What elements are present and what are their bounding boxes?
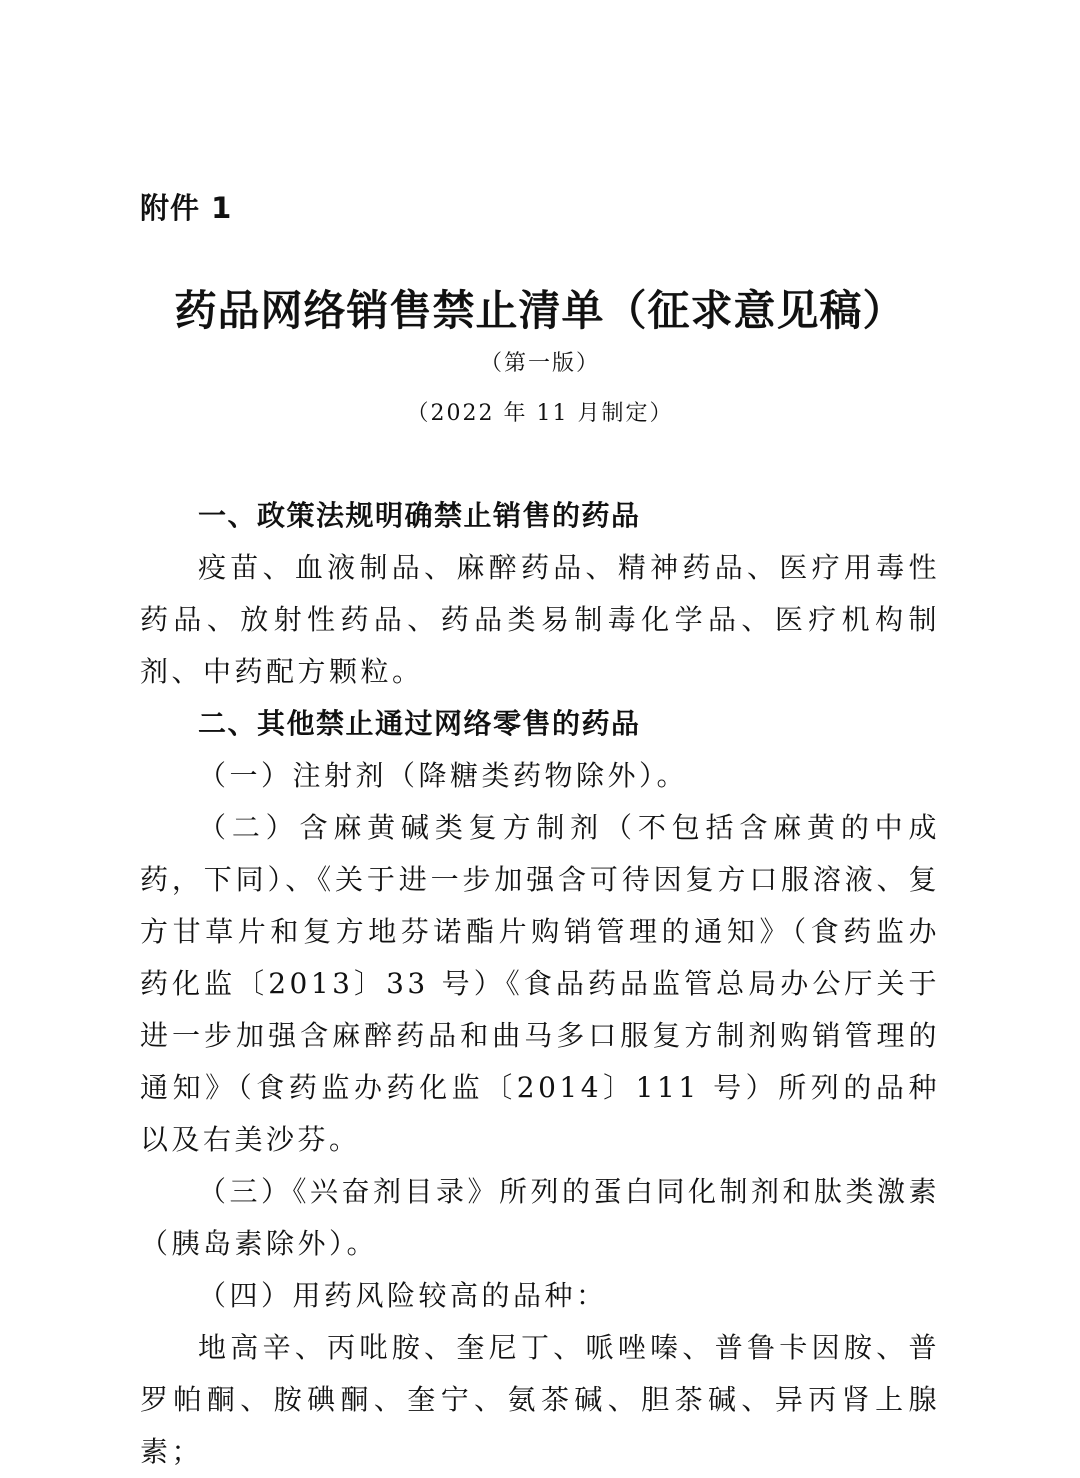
- section-1-paragraph: 疫苗、血液制品、麻醉药品、精神药品、医疗用毒性药品、放射性药品、药品类易制毒化学品、医疗机构制剂、中药配方颗粒。: [140, 551, 940, 688]
- attachment-label: 附件 1: [140, 191, 233, 225]
- section-2-heading: 二、其他禁止通过网络零售的药品: [198, 707, 641, 740]
- section-2-item-4: （四）用药风险较高的品种：: [198, 1279, 608, 1312]
- document-title: 药品网络销售禁止清单（征求意见稿）: [174, 286, 906, 335]
- section-1-heading: 一、政策法规明确禁止销售的药品: [198, 499, 641, 532]
- edition-note: （第一版）: [479, 351, 600, 376]
- section-2-drug-list: 地高辛、丙吡胺、奎尼丁、哌唑嗪、普鲁卡因胺、普罗帕酮、胺碘酮、奎宁、氨茶碱、胆茶碱、异丙肾上腺素；: [140, 1331, 940, 1468]
- section-2-item-3: （三）《兴奋剂目录》所列的蛋白同化制剂和肽类激素（胰岛素除外）。: [140, 1175, 941, 1260]
- document-body: [140, 490, 940, 1478]
- section-2-item-1: （一）注射剂（降糖类药物除外）。: [198, 759, 689, 792]
- section-2-item-2: （二）含麻黄碱类复方制剂（不包括含麻黄的中成药，下同）、《关于进一步加强含可待因复方口服溶液、复方甘草片和复方地芬诺酯片购销管理的通知》（食药监办药化监〔2013〕33 号）《食品药品监管总局办公厅关于进一步加强含麻醉药品和曲马多口服复方制剂购销管理的通知》（食药监办药化监〔2014〕111 号）所列的品种以及右美沙芬。: [140, 811, 940, 1156]
- date-note: （2022 年 11 月制定）: [406, 401, 674, 426]
